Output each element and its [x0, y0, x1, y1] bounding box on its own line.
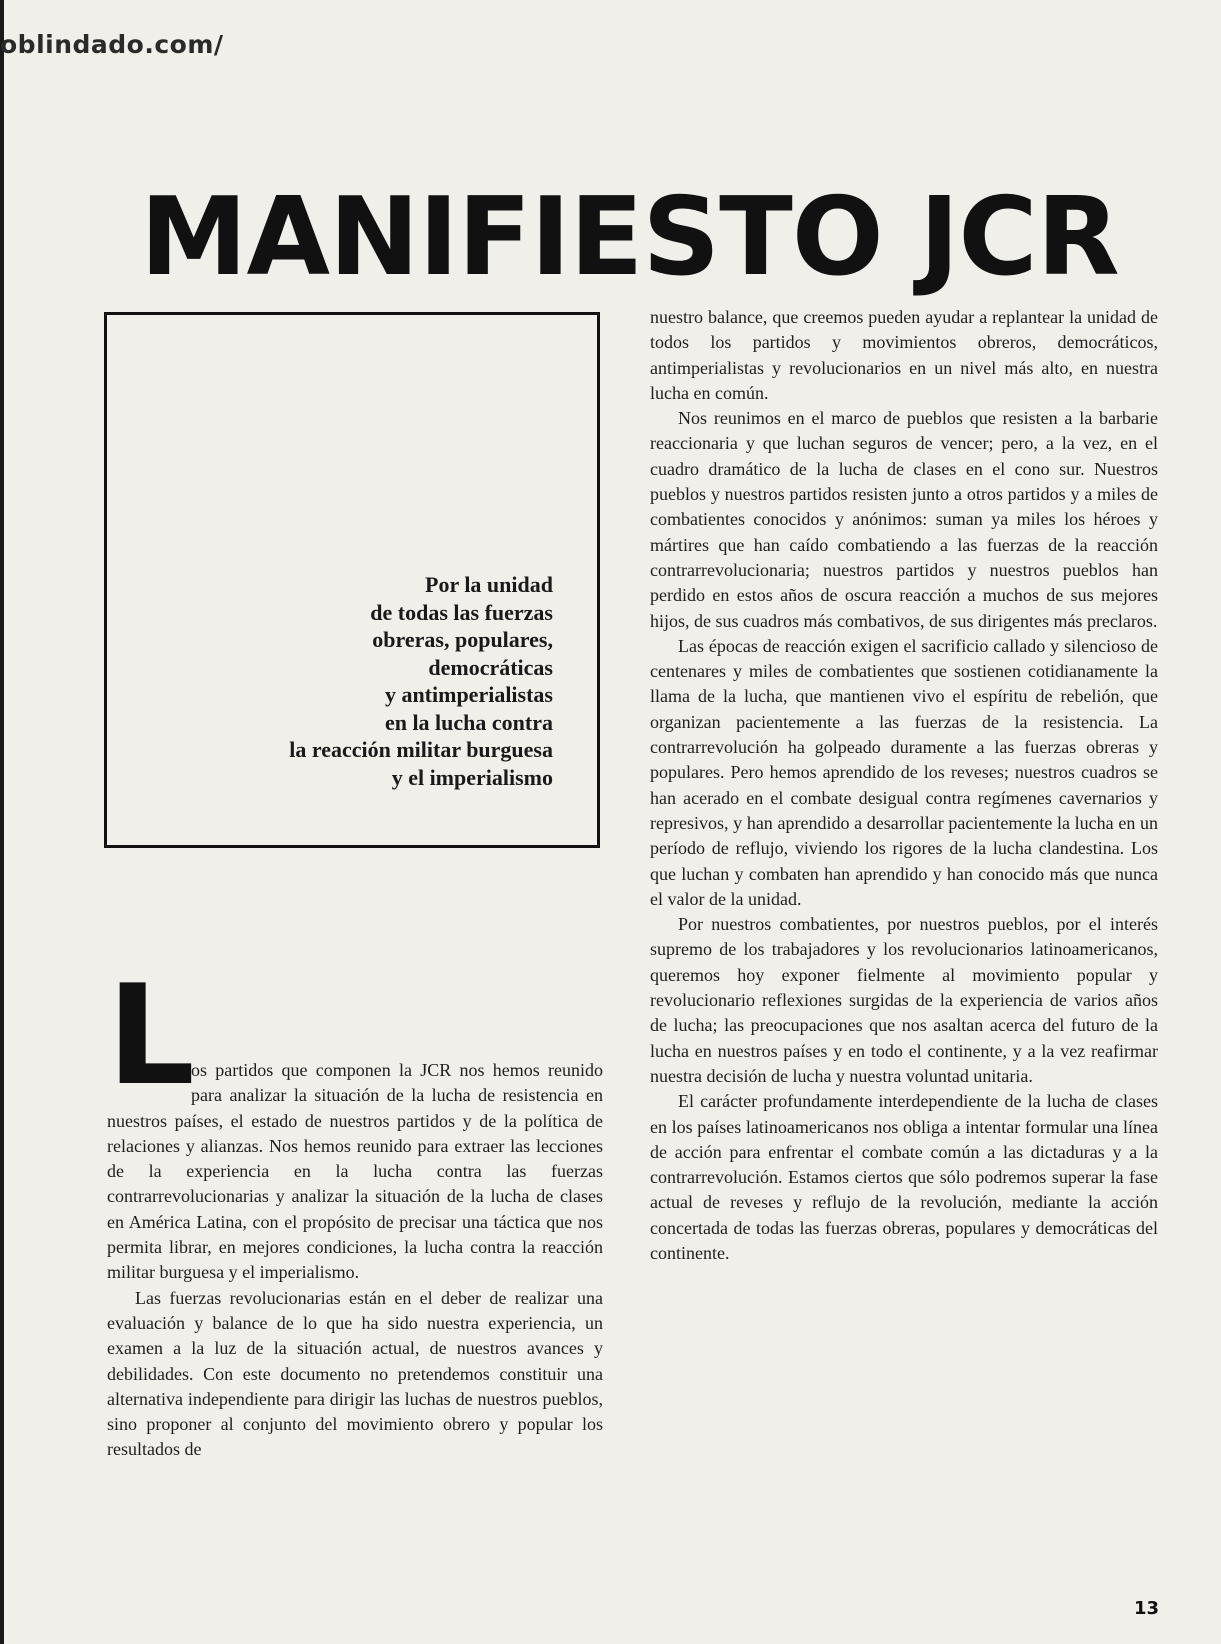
- body-paragraph: Las épocas de reacción exigen el sacrificio callado y silencioso de centenares y miles de combatientes que sostienen cotidianamente la llama de la lucha, que mantienen vivo el espíritu de rebelión, que organizan pacientemente a las fuerzas de la resistencia. La contrarrevolución ha golpeado duramente a las fuerzas obreras y populares. Pero hemos aprendido de los reveses; nuestros cuadros se han acerado en el combate desigual contra regímenes cavernarios y represivos, y han aprendido a desarrollar pacientemente la lucha en un período de reflujo, viviendo los rigores de la lucha clandestina. Los que luchan y combaten han aprendido y han conocido más que nunca el valor de la unidad.: [650, 635, 1158, 909]
- body-paragraph: Por nuestros combatientes, por nuestros pueblos, por el interés supremo de los trabajadores y los revolucionarios latinoamericanos, queremos hoy exponer fielmente al movimiento popular y revolucionario reflexiones surgidas de la experiencia de varios años de lucha; las preocupaciones que nos asaltan acerca del futuro de la lucha en nuestros países y en todo el continente, y a la vez reafirmar nuestra decisión de lucha y nuestra voluntad unitaria.: [650, 914, 1158, 1086]
- page-number: 13: [1134, 1598, 1160, 1619]
- watermark-url: oblindado.com/: [0, 30, 224, 59]
- motto-text: [289, 571, 553, 791]
- paragraph-text: os partidos que componen la JCR nos hemos reunido para analizar la situación de la lucha de resistencia en nuestros países, el estado de nuestros partidos y de la política de relaciones y alianzas. Nos hemos reunido para extraer las lecciones de la experiencia en la lucha contra las fuerzas contrarrevolucionarias y analizar la situación de la lucha de clases en América Latina, con el propósito de precisar una táctica que nos permita librar, en mejores condiciones, la lucha contra la reacción militar burguesa y el imperialismo.: [107, 1060, 603, 1283]
- motto-line: la reacción militar burguesa: [289, 737, 553, 762]
- motto-line: obreras, populares,: [372, 627, 553, 652]
- motto-line: democráticas: [428, 654, 553, 680]
- body-paragraph: Nos reunimos en el marco de pueblos que resisten a la barbarie reaccionaria y que luchan seguros de vencer; pero, a la vez, en el cuadro dramático de la lucha de clases en el cono sur. Nuestros pueblos y nuestros partidos resisten junto a otros partidos y a miles de combatientes conocidos y anónimos: suman ya miles los héroes y mártires que han caído combatiendo a las fuerzas de la reacción contrarrevolucionaria; nuestros partidos y nuestros pueblos han perdido en estos años de oscura reacción a muchos de sus mejores hijos, de sus cuadros más combativos, de sus dirigentes más preclaros.: [650, 408, 1158, 631]
- body-paragraph: [107, 955, 603, 1286]
- body-paragraph: Las fuerzas revolucionarias están en el deber de realizar una evaluación y balance de lo que ha sido nuestra experiencia, un examen a la luz de la situación actual, de nuestros avances y debilidades. Con este documento no pretendemos constituir una alternativa independiente para dirigir las luchas de nuestros pueblos, sino proponer al conjunto del movimiento obrero y popular los resultados de: [107, 1287, 603, 1460]
- page-title: MANIFIESTO JCR: [140, 175, 1119, 300]
- motto-line: y antimperialistas: [384, 682, 553, 707]
- body-column-right: [650, 305, 1158, 1266]
- motto-line: en la lucha contra: [384, 709, 553, 735]
- drop-cap: L: [107, 955, 195, 1116]
- page-edge-rule: [0, 0, 4, 1644]
- motto-line: y el imperialismo: [391, 764, 553, 790]
- body-column-left: [107, 955, 603, 1463]
- motto-box: [104, 312, 600, 848]
- motto-line: de todas las fuerzas: [370, 599, 553, 625]
- body-paragraph: nuestro balance, que creemos pueden ayudar a replantear la unidad de todos los partidos y movimientos obreros, democráticos, antimperialistas y revolucionarios en un nivel más alto, en nuestra lucha en común.: [650, 307, 1158, 403]
- motto-line: Por la unidad: [425, 572, 553, 597]
- body-paragraph: El carácter profundamente interdependiente de la lucha de clases en los países latinoamericanos nos obliga a intentar formular una línea de acción para enfrentar el combate común a las dictaduras y a la contrarrevolución. Estamos ciertos que sólo podremos superar la fase actual de reveses y reflujo de la revolución, mediante la acción concertada de todas las fuerzas obreras, populares y democráticas del continente.: [650, 1091, 1158, 1263]
